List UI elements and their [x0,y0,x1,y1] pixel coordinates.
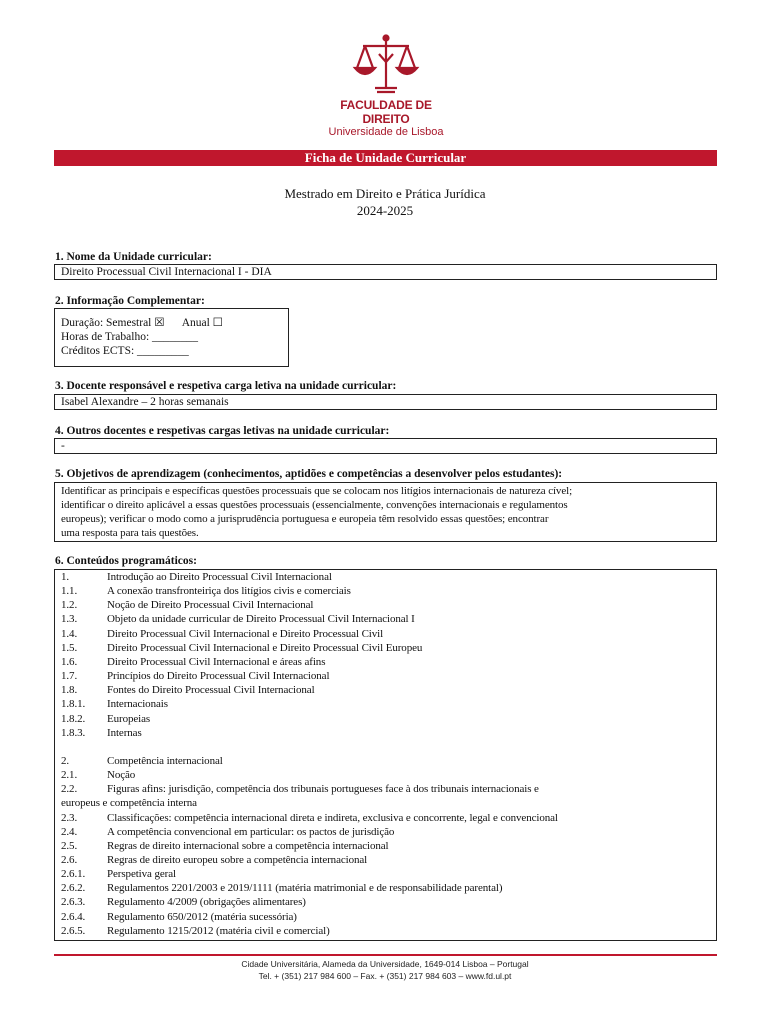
content-item-number: 2.6.5. [61,924,86,937]
section-6-heading: 6. Conteúdos programáticos: [55,555,197,567]
section-4-heading: 4. Outros docentes e respetivas cargas letivas na unidade curricular: [55,425,390,437]
content-item [61,910,710,924]
content-item [61,867,710,881]
content-item-text: Objeto da unidade curricular de Direito Processual Civil Internacional I [107,613,415,626]
content-item-text: Regulamento 4/2009 (obrigações alimentares) [107,896,306,909]
content-item-text: Regulamento 1215/2012 (matéria civil e comercial) [107,924,330,937]
content-item-number: 1.6. [61,655,78,668]
course-name-value: Direito Processual Civil Internacional I - DIA [61,266,272,278]
content-item [61,853,710,867]
content-item-number: 2.6. [61,853,78,866]
content-item-number: 2. [61,754,70,767]
content-item [61,895,710,909]
content-item-number: 1.2. [61,599,78,612]
content-item [61,726,710,740]
content-item-number: 2.6.4. [61,910,86,923]
content-item [61,754,710,768]
objectives-box [54,482,717,542]
footer-address: Cidade Universitária, Alameda da Universidade, 1649-014 Lisboa – Portugal [241,959,529,969]
content-item [61,570,710,584]
content-item [61,669,710,683]
program-title: Mestrado em Direito e Prática Jurídica [284,186,486,201]
content-item-text: Direito Processual Civil Internacional e Direito Processual Civil [107,627,384,640]
scales-of-justice-icon [351,34,421,96]
content-item-text: A competência convencional em particular: os pactos de jurisdição [107,825,395,838]
content-item-number: 2.2. [61,783,78,796]
content-item-number: 2.6.1. [61,868,86,881]
content-item-number: 1.8.2. [61,712,86,725]
content-item [61,881,710,895]
content-item-text: Introdução ao Direito Processual Civil Internacional [107,571,332,583]
content-item-number: 1.3. [61,613,78,626]
faculty-logo [318,34,454,138]
content-item [61,712,710,726]
ects-field: Créditos ECTS: _________ [61,345,189,357]
content-item [61,655,710,669]
content-item-number: 1.8. [61,684,78,697]
program-contents-box [54,569,717,941]
anual-checkbox[interactable]: ☐ [212,317,223,329]
objectives-line: uma resposta para tais questões. [61,527,199,539]
other-teachers-field [54,438,717,454]
content-item-text: Regulamento 650/2012 (matéria sucessória) [107,910,297,923]
duration-label: Duração: Semestral [61,317,152,329]
content-item-number: 1. [61,571,70,583]
content-item-text: Direito Processual Civil Internacional e Direito Processual Civil Europeu [107,641,423,654]
content-item [61,839,710,853]
content-item-text: Internas [107,726,142,739]
content-item-number: 2.6.2. [61,882,86,895]
content-item [61,924,710,938]
content-item-text: Europeias [107,712,151,725]
anual-label: Anual [181,317,210,329]
content-item-number: 2.6.3. [61,896,86,909]
content-item [61,811,710,825]
content-item-number: 1.4. [61,627,78,640]
content-item-text: Regulamentos 2201/2003 e 2019/1111 (matéria matrimonial e de responsabilidade parental) [107,882,503,895]
content-item-text: Internacionais [107,698,168,711]
university-name: Universidade de Lisboa [328,126,444,138]
content-item [61,683,710,697]
section-5-heading: 5. Objetivos de aprendizagem (conhecimentos, aptidões e competências a desenvolver pelos estudantes): [55,468,563,480]
objectives-line: europeus); verificar o modo como a jurisprudência portuguesa e europeia têm resolvido essas questões; encontrar [61,513,549,525]
academic-year: 2024-2025 [356,203,414,218]
content-item-text: Competência internacional [107,754,223,767]
content-item-text: Regras de direito internacional sobre a competência internacional [107,839,389,852]
course-name-field [54,264,717,280]
content-item-number: 2.4. [61,825,78,838]
content-item-text: Direito Processual Civil Internacional e áreas afins [107,655,326,668]
content-item [61,584,710,598]
content-item-text: Princípios do Direito Processual Civil Internacional [107,670,330,683]
content-item-number: 2.3. [61,811,78,824]
content-item [61,598,710,612]
page-title-banner: Ficha de Unidade Curricular [54,150,717,166]
objectives-line: Identificar as principais e específicas questões processuais que se colocam nos litígios internacionais de natureza cível; [61,485,573,497]
content-item-text: Regras de direito europeu sobre a competência internacional [107,853,368,866]
content-item-number: 1.7. [61,670,78,683]
lead-teacher-field [54,394,717,410]
work-hours-field: Horas de Trabalho: ________ [61,331,199,343]
content-item-continuation: europeus e competência interna [61,797,197,810]
content-item [61,627,710,641]
lead-teacher-value: Isabel Alexandre – 2 horas semanais [61,396,229,408]
content-item [61,825,710,839]
content-item [61,612,710,626]
content-item [61,782,710,796]
section-3-heading: 3. Docente responsável e respetiva carga letiva na unidade curricular: [55,380,397,392]
content-item-text: Perspetiva geral [107,868,176,881]
footer-contacts: Tel. + (351) 217 984 600 – Fax. + (351) 217 984 603 – www.fd.ul.pt [258,971,512,981]
content-item [61,697,710,711]
content-item-text: Fontes do Direito Processual Civil Internacional [107,684,315,697]
content-item-number: 2.1. [61,769,78,782]
footer-divider [54,954,717,956]
objectives-line: identificar o direito aplicável a essas questões processuais (essencialmente, convenções internacionais e regulamentos [61,499,568,511]
content-item-number: 2.5. [61,839,78,852]
content-item-text: Classificações: competência internacional direta e indireta, exclusiva e concorrente, legal e convencional [107,811,558,824]
complementary-info-box [54,308,289,367]
content-item-number: 1.8.1. [61,698,86,711]
section-2-heading: 2. Informação Complementar: [55,295,205,307]
content-item-text: Noção de Direito Processual Civil Internacional [107,599,314,612]
content-item-text: Noção [107,769,136,782]
content-item-number: 1.5. [61,641,78,654]
content-item [61,768,710,782]
faculty-name: FACULDADE DE DIREITO [340,98,432,126]
content-item-number: 1.8.3. [61,726,86,739]
content-item [61,641,710,655]
content-item-text: Figuras afins: jurisdição, competência dos tribunais portugueses face à dos tribunais internacionais e [107,783,539,796]
content-item-text: A conexão transfronteiriça dos litígios civis e comerciais [107,585,351,598]
section-1-heading: 1. Nome da Unidade curricular: [55,251,212,263]
content-item-number: 1.1. [61,585,78,598]
other-teachers-value: - [61,440,65,452]
semestral-checkbox[interactable]: ☒ [154,317,165,329]
